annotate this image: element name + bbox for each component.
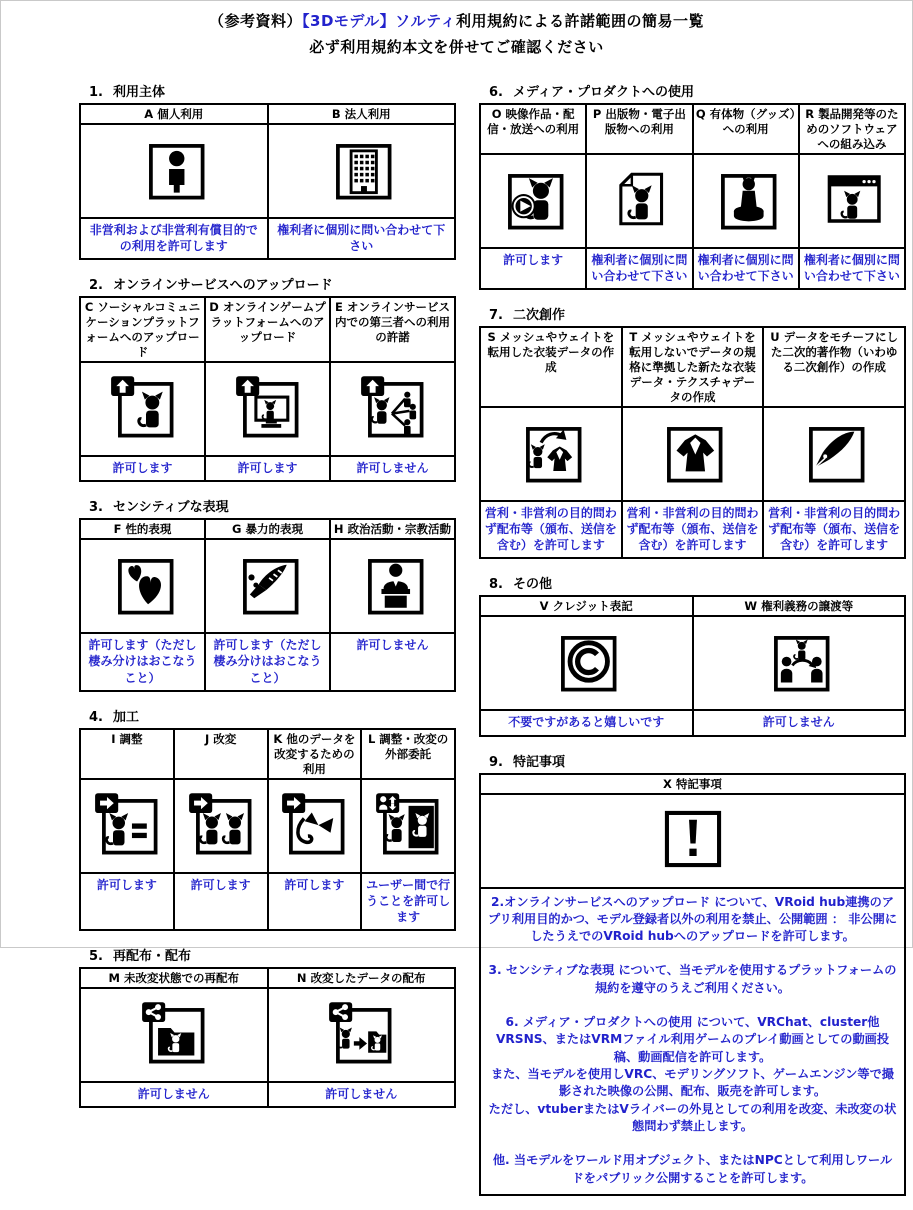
section-2	[79, 274, 456, 482]
item-A-icon-cell	[80, 124, 268, 218]
page-subtitle: 必ず利用規約本文を併せてご確認ください	[309, 38, 604, 56]
section-heading	[79, 496, 456, 515]
item-label: メッシュやウェイトを転用した衣装データの作成	[487, 330, 615, 375]
upload-cat-icon	[110, 374, 176, 440]
item-Q-header	[693, 104, 799, 154]
item-X-header	[480, 774, 905, 794]
column-left	[79, 81, 456, 1122]
item-label: 法人利用	[344, 107, 391, 121]
section-heading	[479, 304, 906, 323]
item-S-header	[480, 327, 622, 407]
section-5	[79, 945, 456, 1108]
section-title: メディア・プロダクトへの使用	[512, 85, 694, 100]
item-R-header	[799, 104, 905, 154]
item-K-header	[268, 729, 362, 779]
pen-icon	[801, 419, 867, 485]
item-D-header	[205, 297, 330, 362]
item-B-icon-cell	[268, 124, 456, 218]
section-number: 2.	[89, 278, 103, 294]
section-table	[479, 773, 906, 1197]
item-code: N	[296, 971, 307, 986]
section-8	[479, 573, 906, 736]
item-S-icon-cell	[480, 407, 622, 501]
item-label: ソーシャルコミュニケーションプラットフォームへのアップロード	[85, 300, 201, 360]
item-code: V	[539, 599, 549, 614]
item-U-result: 営利・非営利の目的問わず配布等（頒布、送信を含む）を許可します	[763, 501, 905, 559]
item-F-icon-cell	[80, 539, 205, 633]
item-L-icon-cell	[361, 779, 455, 873]
item-label: メッシュやウェイトを転用しないでデータの規格に準拠した新たな衣装データ・テクスチャデータの作成	[629, 330, 756, 404]
item-E-icon-cell	[330, 362, 455, 456]
item-O-icon-cell	[480, 154, 586, 248]
costume-icon	[659, 419, 725, 485]
item-H-header	[330, 519, 455, 539]
item-label: 有体物（グッズ）への利用	[709, 107, 796, 136]
section-number: 3.	[89, 500, 103, 516]
item-code: L	[367, 731, 376, 746]
item-A-header	[80, 104, 268, 124]
item-T-result: 営利・非営利の目的問わず配布等（頒布、送信を含む）を許可します	[622, 501, 764, 559]
item-G-result: 許可します（ただし棲み分けはおこなうこと）	[205, 633, 330, 691]
item-W-result: 許可しません	[693, 710, 906, 735]
item-K-icon-cell	[268, 779, 362, 873]
note-paragraph: 他. 当モデルをワールド用オブジェクト、またはNPCとして利用しワールドをパブリック公開することを許可します。	[492, 1153, 893, 1185]
item-C-result: 許可します	[80, 456, 205, 481]
item-code: S	[487, 330, 496, 345]
item-O-result: 許可します	[480, 248, 586, 289]
item-label: 暴力的表現	[245, 522, 303, 537]
item-N-header	[268, 968, 456, 988]
section-6	[479, 81, 906, 290]
item-P-header	[586, 104, 692, 154]
item-code: K	[273, 731, 283, 746]
section-9	[479, 751, 906, 1197]
item-label: 調整	[119, 731, 143, 746]
outsource-icon	[375, 791, 441, 857]
item-V-result: 不要ですがあると嬉しいです	[480, 710, 693, 735]
item-E-result: 許可しません	[330, 456, 455, 481]
item-Q-icon-cell	[693, 154, 799, 248]
note-paragraph: ただし、vtuberまたはVライバーの外見としての利用を改変、未改変の状態問わず禁止します。	[488, 1101, 897, 1134]
item-P-icon-cell	[586, 154, 692, 248]
title-suffix: 利用規約による許諾範囲の簡易一覧	[455, 12, 704, 30]
item-code: C	[84, 300, 94, 315]
podium-icon	[360, 551, 426, 617]
item-label: データをモチーフにした二次的著作物（いわゆる二次創作）の作成	[770, 330, 899, 375]
item-J-result: 許可します	[174, 873, 268, 931]
item-D-icon-cell	[205, 362, 330, 456]
modify-cats-icon	[188, 791, 254, 857]
costume-reuse-icon	[518, 419, 584, 485]
item-N-result: 許可しません	[268, 1082, 456, 1107]
item-code: J	[204, 731, 210, 746]
item-code: E	[334, 300, 343, 315]
copyright-icon	[553, 628, 619, 694]
section-table	[79, 518, 456, 692]
item-label: 調整・改変の外部委託	[379, 731, 449, 761]
section-title: 二次創作	[512, 308, 565, 324]
transfer-people-icon	[766, 628, 832, 694]
item-M-header	[80, 968, 268, 988]
item-O-header	[480, 104, 586, 154]
item-code: I	[111, 731, 116, 746]
item-C-header	[80, 297, 205, 362]
software-cat-icon	[819, 166, 885, 232]
content-columns	[1, 81, 912, 1210]
section-heading	[79, 706, 456, 725]
section-title: 再配布・配布	[112, 949, 191, 965]
item-D-result: 許可します	[205, 456, 330, 481]
section-number: 1.	[89, 85, 103, 100]
parts-icon	[281, 791, 347, 857]
page-title	[1, 10, 912, 57]
section-table	[479, 103, 906, 290]
section-title: オンラインサービスへのアップロード	[112, 278, 333, 294]
item-H-result: 許可しません	[330, 633, 455, 691]
item-code: T	[629, 330, 638, 345]
item-V-icon-cell	[480, 616, 693, 710]
item-K-result: 許可します	[268, 873, 362, 931]
item-H-icon-cell	[330, 539, 455, 633]
section-heading	[79, 274, 456, 293]
upload-game-icon	[235, 374, 301, 440]
item-code: B	[331, 107, 341, 121]
building-icon	[328, 136, 394, 202]
item-label: オンラインゲームプラットフォームへのアップロード	[210, 300, 326, 345]
item-U-header	[763, 327, 905, 407]
section-heading	[79, 81, 456, 100]
item-P-result: 権利者に個別に問い合わせて下さい	[586, 248, 692, 289]
section-table	[79, 728, 456, 931]
item-F-result: 許可します（ただし棲み分けはおこなうこと）	[80, 633, 205, 691]
item-label: 製品開発等のためのソフトウェアへの組み込み	[806, 107, 899, 151]
figurine-icon	[713, 166, 779, 232]
knife-icon	[235, 551, 301, 617]
section-heading	[479, 81, 906, 100]
item-code: X	[663, 776, 672, 791]
item-label: 改変	[213, 731, 237, 746]
item-R-icon-cell	[799, 154, 905, 248]
item-label: オンラインサービス内での第三者への利用の許諾	[335, 300, 451, 345]
item-label: 未改変状態での再配布	[123, 971, 239, 986]
item-T-icon-cell	[622, 407, 764, 501]
section-number: 7.	[489, 308, 503, 324]
item-N-icon-cell	[268, 988, 456, 1082]
item-label: 特記事項	[675, 776, 722, 791]
section-heading	[479, 751, 906, 770]
section-title: 特記事項	[512, 754, 565, 770]
title-prefix: （参考資料）	[209, 12, 303, 30]
share-modified-icon	[328, 1000, 394, 1066]
column-right	[479, 81, 906, 1210]
item-J-icon-cell	[174, 779, 268, 873]
item-W-header	[693, 596, 906, 616]
section-number: 8.	[489, 577, 503, 593]
item-J-header	[174, 729, 268, 779]
section-4	[79, 706, 456, 931]
item-I-result: 許可します	[80, 873, 174, 931]
section-title: その他	[512, 577, 552, 593]
item-W-icon-cell	[693, 616, 906, 710]
special-notes	[480, 888, 905, 1196]
item-L-result: ユーザー間で行うことを許可します	[361, 873, 455, 931]
item-M-icon-cell	[80, 988, 268, 1082]
section-title: センシティブな表現	[112, 500, 229, 516]
note-paragraph: 3. センシティブな表現 について、当モデルを使用するプラットフォームの規約を遵守のうえご利用ください。	[488, 963, 897, 995]
item-code: Q	[695, 107, 706, 121]
item-G-header	[205, 519, 330, 539]
item-code: A	[144, 107, 154, 121]
section-3	[79, 496, 456, 692]
section-number: 9.	[489, 754, 503, 770]
item-label: 政治活動・宗教活動	[347, 522, 452, 537]
item-label: 出版物・電子出版物への利用	[604, 107, 686, 136]
item-R-result: 権利者に個別に問い合わせて下さい	[799, 248, 905, 289]
item-V-header	[480, 596, 693, 616]
item-B-header	[268, 104, 456, 124]
section-heading	[479, 573, 906, 592]
item-code: G	[232, 522, 242, 537]
section-number: 4.	[89, 709, 103, 725]
item-I-icon-cell	[80, 779, 174, 873]
video-cat-icon	[500, 166, 566, 232]
section-table	[479, 595, 906, 736]
item-A-result: 非営利および非営利有償目的での利用を許可します	[80, 218, 268, 259]
section-number: 5.	[89, 949, 103, 965]
item-code: F	[113, 522, 122, 537]
item-label: 性的表現	[125, 522, 172, 537]
item-code: U	[770, 330, 780, 345]
person-icon	[141, 136, 207, 202]
item-label: 映像作品・配信・放送への利用	[487, 107, 580, 136]
section-number: 6.	[489, 85, 503, 100]
exclamation-icon	[659, 805, 727, 873]
section-title: 加工	[112, 709, 139, 725]
section-table	[79, 103, 456, 260]
item-S-result: 営利・非営利の目的問わず配布等（頒布、送信を含む）を許可します	[480, 501, 622, 559]
title-line-1	[1, 10, 912, 31]
item-I-header	[80, 729, 174, 779]
share-folder-icon	[141, 1000, 207, 1066]
item-G-icon-cell	[205, 539, 330, 633]
note-paragraph: 6. メディア・プロダクトへの使用 について、VRChat、cluster他VRSNS、またはVRMファイル利用ゲームのプレイ動画としての動画投稿、動画配信を許可します。	[495, 1015, 890, 1064]
item-E-header	[330, 297, 455, 362]
section-title: 利用主体	[112, 85, 165, 100]
item-B-result: 権利者に個別に問い合わせて下さい	[268, 218, 456, 259]
item-F-header	[80, 519, 205, 539]
item-label: 改変したデータの配布	[310, 971, 426, 986]
section-1	[79, 81, 456, 260]
adjust-cat-icon	[94, 791, 160, 857]
item-Q-result: 権利者に個別に問い合わせて下さい	[693, 248, 799, 289]
section-table	[79, 967, 456, 1108]
item-code: R	[805, 107, 815, 121]
item-X-icon-cell	[480, 794, 905, 888]
item-label: 個人利用	[157, 107, 204, 121]
note-paragraph: 2.オンラインサービスへのアップロード について、VRoid hub連携のアプリ利用目的かつ、モデル登録者以外の利用を禁止、公開範囲 ： 非公開にしたうえでのVRoid hubへのアップロードを許可します。	[487, 894, 898, 944]
section-7	[479, 304, 906, 559]
item-code: P	[592, 107, 602, 121]
item-label: クレジット表記	[552, 599, 633, 614]
section-table	[79, 296, 456, 482]
item-label: 権利義務の譲渡等	[761, 599, 854, 614]
item-L-header	[361, 729, 455, 779]
title-model-name: 【3Dモデル】ソルティ	[302, 12, 456, 30]
section-table	[479, 326, 906, 559]
item-U-icon-cell	[763, 407, 905, 501]
item-code: H	[333, 522, 344, 537]
item-code: M	[108, 971, 120, 986]
upload-share-icon	[360, 374, 426, 440]
item-M-result: 許可しません	[80, 1082, 268, 1107]
note-paragraph: また、当モデルを使用しVRC、モデリングソフト、ゲームエンジン等で撮影された映像の公開、配布、販売を許可します。	[490, 1067, 894, 1099]
item-code: W	[744, 599, 758, 614]
hearts-icon	[110, 551, 176, 617]
item-code: O	[491, 107, 502, 121]
publication-icon	[606, 166, 672, 232]
item-C-icon-cell	[80, 362, 205, 456]
item-label: 他のデータを改変するための利用	[274, 731, 356, 776]
item-code: D	[209, 300, 219, 315]
item-T-header	[622, 327, 764, 407]
